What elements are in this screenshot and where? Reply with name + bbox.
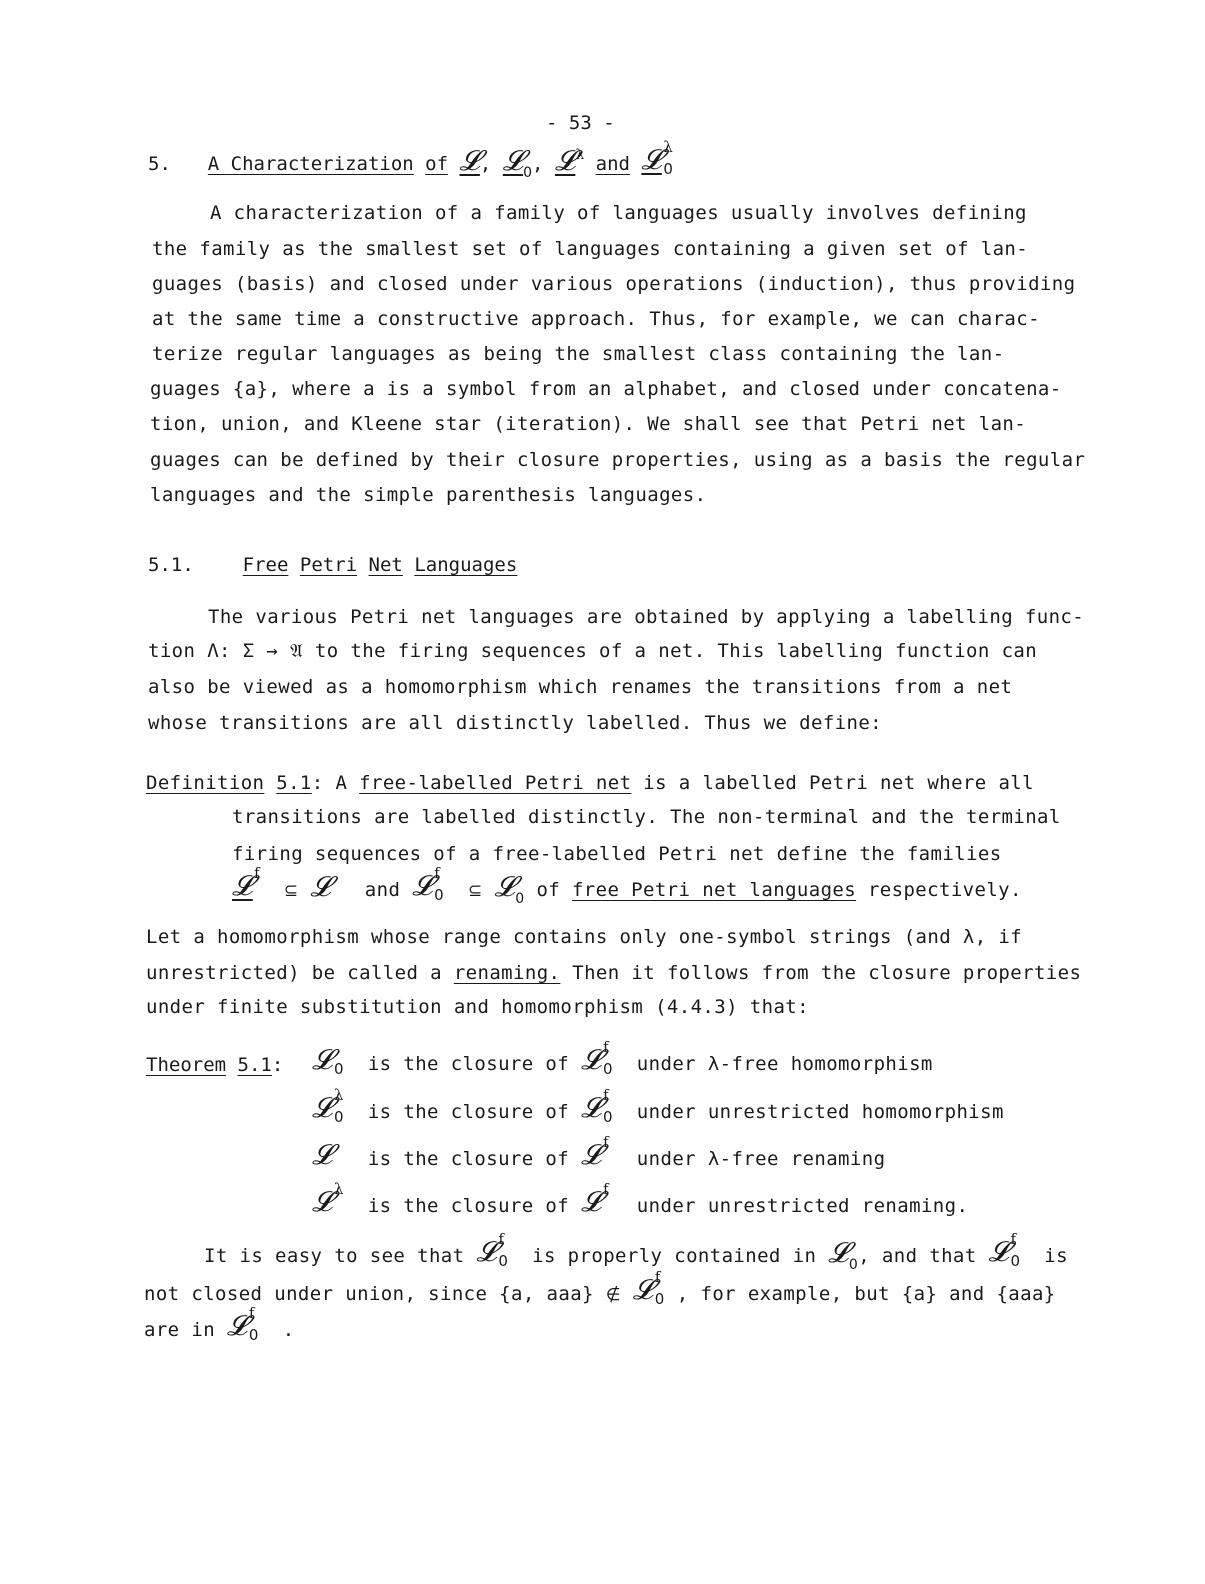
intro-line: terize regular languages as being the smallest class containing the lan- <box>152 343 1005 365</box>
section-title-of: of <box>425 153 449 175</box>
body-line: Let a homomorphism whose range contains only one-symbol strings (and λ, if <box>146 926 1023 948</box>
L0f-symbol: 𝓛 f 0 <box>988 1230 1021 1270</box>
intro-line: A characterization of a family of languages usually involves defining <box>210 202 1027 224</box>
script-L-symbol: 𝓛 <box>459 144 480 177</box>
body-line: It is easy to see that 𝓛 f 0 is properly contained in 𝓛$_0$, and that 𝓛 f 0 is <box>204 1230 1068 1273</box>
script-L-symbol: 𝓛 <box>310 870 332 903</box>
notin-symbol: ∉ <box>605 1285 621 1305</box>
page-number: - 53 - <box>546 112 615 134</box>
body-line: The various Petri net languages are obtained by applying a labelling func- <box>208 606 1085 628</box>
body-line: under finite substitution and homomorphism (4.4.3) that: <box>146 996 809 1018</box>
definition-term: free-labelled Petri net <box>359 772 632 794</box>
theorem-row: 𝓛 λ 0 is the closure of 𝓛 f 0 under unrestricted homomorphism <box>312 1086 1004 1126</box>
L0f-symbol: 𝓛 f 0 <box>632 1268 665 1308</box>
script-L-symbol: 𝓛 <box>554 144 576 177</box>
L0-lambda-symbol: 𝓛 λ 0 <box>641 138 673 178</box>
theorem-row: 𝓛 is the closure of 𝓛 f under λ-free renaming <box>312 1133 886 1171</box>
section-number: 5. <box>148 153 171 175</box>
Lf-symbol: 𝓛 f <box>580 1133 609 1171</box>
L0f-symbol: 𝓛 f 0 <box>412 864 445 904</box>
body-line: tion Λ: Σ → 𝔄 to the firing sequences of a net. This labelling function can <box>148 640 1038 662</box>
script-L-symbol: 𝓛 <box>502 144 524 177</box>
body-line: whose transitions are all distinctly labelled. Thus we define: <box>148 712 883 734</box>
script-L-symbol: 𝓛 <box>828 1236 849 1269</box>
script-L-symbol: 𝓛 <box>494 870 516 903</box>
theorem-row: 𝓛 λ is the closure of 𝓛 f under unrestricted renaming. <box>312 1180 969 1218</box>
intro-line: languages and the simple parenthesis languages. <box>150 484 707 506</box>
renaming-term: renaming. <box>453 962 561 984</box>
intro-line: tion, union, and Kleene star (iteration). We shall see that Petri net lan- <box>150 413 1027 435</box>
definition-formula-line: 𝓛 f ⊆ 𝓛 and 𝓛 f 0 ⊆ 𝓛$_0$ of free Petri net languages respectively. <box>232 864 1022 907</box>
L-symbol: 𝓛 <box>312 1138 333 1171</box>
L0-lambda-symbol: 𝓛 λ 0 <box>312 1086 344 1126</box>
L-lambda-symbol: 𝓛 λ <box>312 1180 344 1218</box>
definition-number: 5.1 <box>276 772 312 794</box>
L0f-symbol: 𝓛 f 0 <box>580 1038 613 1078</box>
body-line: unrestricted) be called a renaming. Then it follows from the closure properties <box>146 962 1082 984</box>
theorem-number: 5.1 <box>237 1054 272 1076</box>
definition-line: transitions are labelled distinctly. The non-terminal and the terminal <box>232 806 1061 828</box>
L0f-symbol: 𝓛 f 0 <box>580 1086 613 1126</box>
Lf-symbol: 𝓛 f <box>580 1180 609 1218</box>
body-line: are in 𝓛 f 0 . <box>144 1304 295 1344</box>
theorem-label: Theorem 5.1: <box>146 1054 284 1076</box>
section-title-and: and <box>595 153 630 175</box>
intro-line: the family as the smallest set of languages containing a given set of lan- <box>152 238 1029 260</box>
L0-symbol: 𝓛 0 <box>312 1043 344 1078</box>
L0f-symbol: 𝓛 f 0 <box>476 1230 509 1270</box>
Lf-symbol: 𝓛 f <box>232 864 260 902</box>
subsection-number: 5.1. <box>148 554 194 576</box>
intro-line: guages (basis) and closed under various operations (induction), thus providing <box>152 273 1076 295</box>
section-heading: 5. A Characterization of 𝓛, 𝓛$_0$, 𝓛$^\lambda$ and 𝓛 λ 0 <box>148 146 685 181</box>
definition-label: Definition <box>146 772 265 794</box>
body-line: not closed under union, since {a, aaa} ∉ 𝓛 f 0 , for example, but {a} and {aaa} <box>144 1268 1056 1308</box>
intro-line: at the same time a constructive approach. Thus, for example, we can charac- <box>152 308 1040 330</box>
intro-line: guages can be defined by their closure properties, using as a basis the regular <box>150 449 1086 471</box>
body-line: also be viewed as a homomorphism which renames the transitions from a net <box>148 676 1013 698</box>
definition-line: firing sequences of a free-labelled Petri net define the families <box>232 843 1002 865</box>
section-title-prefix: A Characterization <box>207 153 414 175</box>
intro-line: guages {a}, where a is a symbol from an alphabet, and closed under concatena- <box>150 378 1062 400</box>
definition-term2: free Petri net languages <box>571 879 857 901</box>
definition-line: Definition 5.1: A free-labelled Petri net is a labelled Petri net where all <box>146 772 1034 794</box>
theorem-row: 𝓛 0 is the closure of 𝓛 f 0 under λ-free homomorphism <box>312 1038 933 1078</box>
subsection-heading: 5.1. Free Petri Net Languages <box>148 554 518 576</box>
L0f-symbol: 𝓛 f 0 <box>226 1304 259 1344</box>
